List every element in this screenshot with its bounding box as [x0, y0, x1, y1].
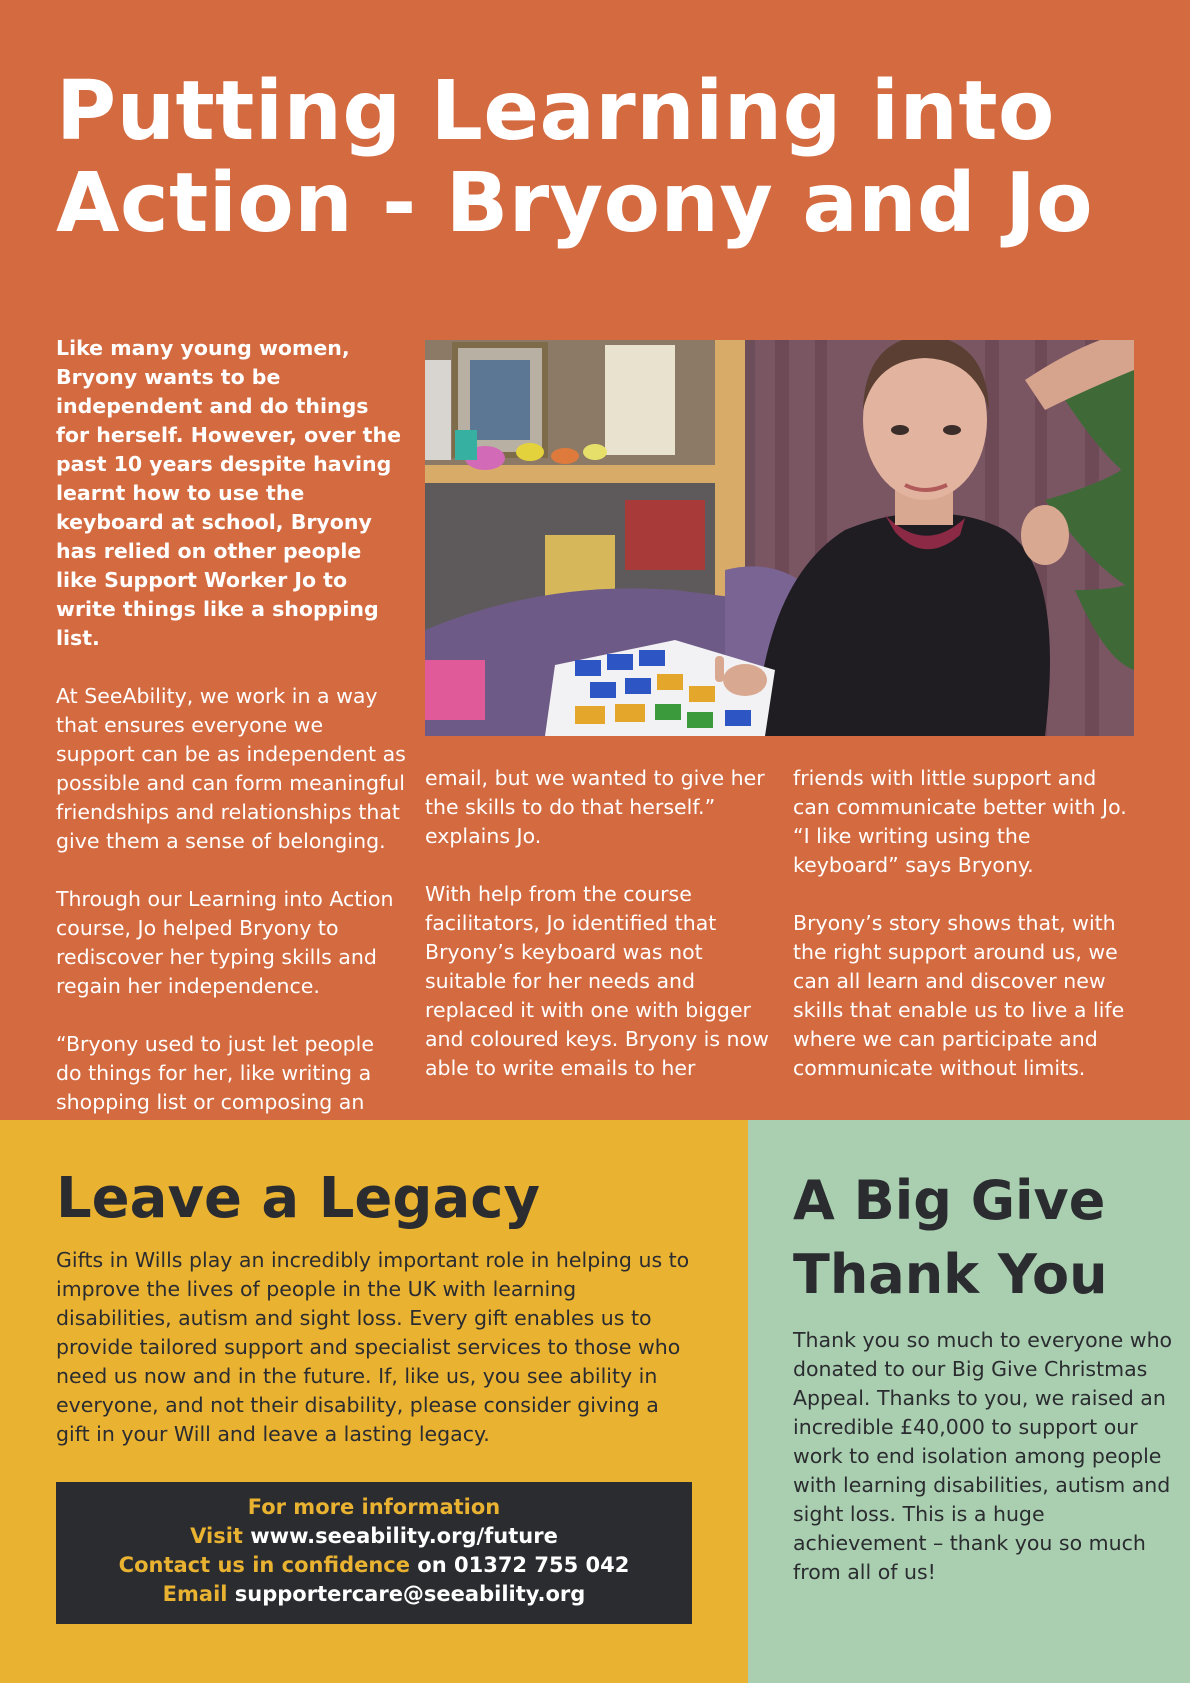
info-contact-line [56, 1551, 692, 1580]
visit-label: Visit [190, 1524, 243, 1548]
legacy-body: Gifts in Wills play an incredibly important role in helping us to improve the lives of people in the UK with learning disabilities, autism and sight loss. Every gift enables us to provide tailored support and specialist services to those who need us now and in the future. If, like us, you see ability in everyone, and not their disability, please consider giving a gift in your Will and leave a lasting legacy. [56, 1248, 690, 1446]
legacy-title: Leave a Legacy [56, 1166, 540, 1231]
email-link[interactable]: supportercare@seeability.org [234, 1582, 586, 1606]
story-paragraph: email, but we wanted to give her the skills to do that herself.” explains Jo. [425, 766, 765, 848]
story-column-1 [56, 334, 406, 1117]
info-email-line [56, 1580, 692, 1609]
contact-label: Contact us in confidence [118, 1553, 410, 1577]
info-heading: For more information [247, 1495, 501, 1519]
story-paragraph: Through our Learning into Action course, Jo helped Bryony to rediscover her typing skills and regain her independence. [56, 887, 394, 998]
story-paragraph: “Bryony used to just let people do things for her, like writing a shopping list or composing an [56, 1032, 374, 1114]
story-paragraph: friends with little support and can communicate better with Jo. “I like writing using the keyboard” says Bryony. [793, 766, 1127, 877]
story-headline: Putting Learning into Action - Bryony and Jo [56, 64, 1094, 251]
story-photo [425, 340, 1134, 736]
story-paragraph: With help from the course facilitators, Jo identified that Bryony’s keyboard was not suitable for her needs and replaced it with one with bigger and coloured keys. Bryony is now able to write emails to her [425, 882, 769, 1080]
big-give-title: A Big Give Thank You [793, 1169, 1108, 1306]
story-column-2 [425, 764, 770, 1083]
info-visit-line [56, 1522, 692, 1551]
website-link[interactable]: www.seeability.org/future [250, 1524, 558, 1548]
photo-illustration [425, 340, 1134, 736]
story-column-3 [793, 764, 1138, 1083]
email-label: Email [162, 1582, 228, 1606]
story-intro-paragraph: Like many young women, Bryony wants to be independent and do things for herself. However, over the past 10 years despite having learnt how to use the keyboard at school, Bryony has relied on other people like Support Worker Jo to write things like a shopping list. [56, 336, 401, 650]
story-paragraph: At SeeAbility, we work in a way that ensures everyone we support can be as independent as possible and can form meaningful friendships and relationships that give them a sense of belonging. [56, 684, 406, 853]
phone-number[interactable]: on 01372 755 042 [417, 1553, 630, 1577]
story-paragraph: Bryony’s story shows that, with the right support around us, we can all learn and discover new skills that enable us to live a life where we can participate and communicate without limits. [793, 911, 1125, 1080]
big-give-section [748, 1120, 1190, 1683]
legacy-section [0, 1120, 748, 1683]
big-give-body: Thank you so much to everyone who donated to our Big Give Christmas Appeal. Thanks to you, we raised an incredible £40,000 to support our work to end isolation among people with learning disabilities, autism and sight loss. This is a huge achievement – thank you so much from all of us! [793, 1328, 1173, 1584]
more-info-box [56, 1482, 692, 1624]
